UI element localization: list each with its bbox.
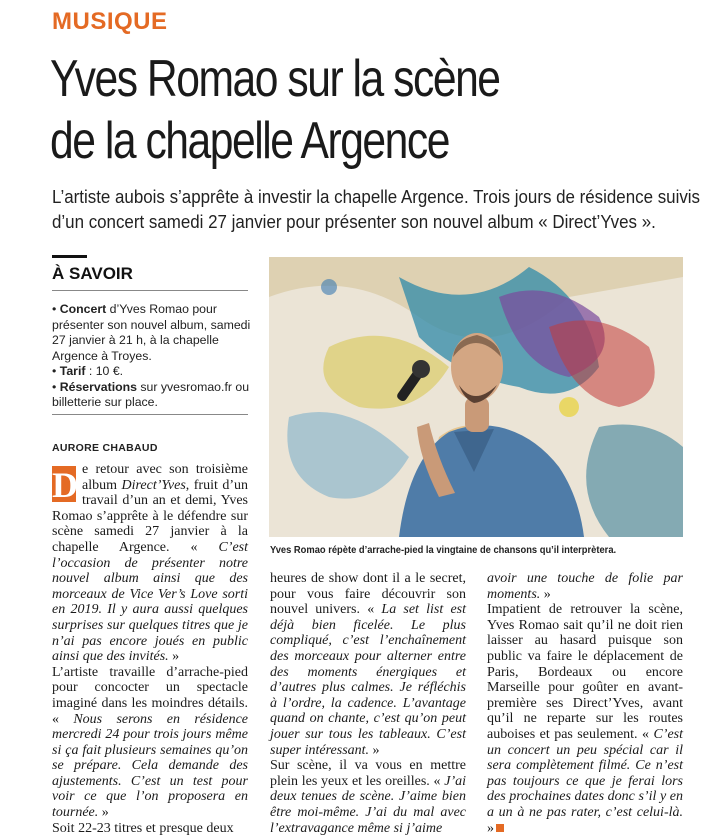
text-run: » <box>540 586 551 602</box>
info-item-label: Concert <box>59 302 107 316</box>
paragraph: Soit 22-23 titres et presque deux <box>52 820 234 836</box>
quote: La set list est déjà bien ficelée. Le plus compliqué, c’est l’enchaînement des morceaux pour alterner entre des moments énergiques et d’autres plus calmes. Je réfléchis à l’ordre, la cadence. L’avantage quand on chante, c’est qu’on peut jouer sur tous les tableaux. C’est super intéressant. <box>270 602 466 758</box>
text-run: L’artiste travaille d’arrache-pied pour concocter un spectacle imaginé dans les moindres détails. « <box>52 664 248 727</box>
article-standfirst <box>52 185 701 235</box>
headline-line-2: de la chapelle Argence <box>50 112 449 170</box>
quote: Nous serons en résidence mercredi 24 pour trois jours même si ça fait plusieurs semaines qu’on se prépare. Cela demande des ajustements. C’est un test pour voir ce que l’on proposera en tournée. <box>52 711 248 821</box>
standfirst-line-2: d’un concert samedi 27 janvier pour présenter son nouvel album « Direct’Yves ». <box>52 212 656 232</box>
headline-line-1: Yves Romao sur la scène <box>50 50 500 108</box>
info-box-bottom-rule <box>52 414 248 415</box>
standfirst-line-1: L’artiste aubois s’apprête à investir la chapelle Argence. Trois jours de résidence suivis <box>52 187 701 207</box>
text-run: , fruit d’un travail d’un an et demi, Yves Romao s’apprête à le défendre sur scène samedi 27 janvier à la chapelle Argence. « <box>52 477 249 555</box>
info-box-top-rule <box>52 255 87 258</box>
author-byline: AURORE CHABAUD <box>52 442 158 454</box>
album-title: Direct’Yves <box>121 477 186 493</box>
article-headline <box>50 48 575 172</box>
info-item-text: sur yvesromao.fr ou billetterie sur place. <box>52 379 250 409</box>
info-item-text: d’Yves Romao pour présenter son nouvel album, samedi 27 janvier à 21 h, à la chapelle Argence à Troyes. <box>52 302 251 363</box>
text-run: » <box>168 649 180 665</box>
paragraph <box>270 571 466 758</box>
article-column-3 <box>487 571 683 836</box>
quote: C’est l’occasion de présenter notre nouvel album ainsi que des morceaux de Vice Ver’s Love sorti en 2019. Il y aura aussi quelques surprises sur quelques titres que je n’ai pas encore joués en public ainsi que des invités. <box>52 539 248 665</box>
text-run: » <box>98 805 109 821</box>
text-run: Impatient de retrouver la scène, Yves Romao sait qu’il ne doit rien laisser au hasard puisque son public va faire le déplacement de Paris, Bordeaux ou encore Marseille pour goûter en avant-première ses Direct’Yves, avant qu’il ne reparte sur les routes auboises et pas seulement. « <box>487 602 683 742</box>
paragraph <box>52 462 248 665</box>
info-box-body <box>52 302 252 411</box>
info-box-divider <box>52 290 248 291</box>
info-item-text: : 10 €. <box>85 364 124 378</box>
quote: avoir une touche de folie par moments. <box>487 571 683 602</box>
info-item-label: Réservations <box>59 379 137 394</box>
photo-illustration <box>269 257 683 537</box>
paragraph <box>52 665 248 821</box>
info-item-concert: • Concert d’Yves Romao pour présenter son nouvel album, samedi 27 janvier à 21 h, à la chapelle Argence à Troyes. <box>52 302 251 363</box>
quote: J’ai deux tenues de scène. J’aime bien être moi-même. J’ai du mal avec l’extravagance même si j’aime <box>270 773 466 836</box>
square-end-mark-icon <box>496 824 504 832</box>
info-item-label: Tarif <box>59 364 86 378</box>
section-rubric: MUSIQUE <box>52 8 168 35</box>
quote: C’est un concert un peu spécial car il sera complètement filmé. Ce n’est pas toujours ce que je ferai lors des prochaines dates donc s’il y en a un à ne pas rater, c’est celui-là. <box>487 726 683 820</box>
article-column-1 <box>52 462 248 836</box>
text-run: » <box>369 742 380 758</box>
text-run: Sur scène, il va vous en mettre plein les yeux et les oreilles. « <box>270 758 466 789</box>
paragraph <box>487 571 683 602</box>
photo-caption: Yves Romao répète d’arrache-pied la vingtaine de chansons qu’il interprètera. <box>270 545 617 556</box>
article-column-2 <box>270 571 466 836</box>
info-item-reservations: • Réservations sur yvesromao.fr ou billetterie sur place. <box>52 379 250 409</box>
text-run: e retour avec son troisième album <box>82 462 248 493</box>
text-run: » <box>487 820 494 836</box>
info-box-title: À SAVOIR <box>52 264 133 283</box>
info-item-tarif: • Tarif : 10 €. <box>52 364 124 378</box>
article-photo <box>269 257 683 537</box>
text-run: heures de show dont il a le secret, pour vous faire découvrir son nouvel univers. « <box>270 571 466 618</box>
paragraph <box>487 602 683 836</box>
drop-cap: D <box>52 465 78 505</box>
paragraph <box>270 758 466 836</box>
